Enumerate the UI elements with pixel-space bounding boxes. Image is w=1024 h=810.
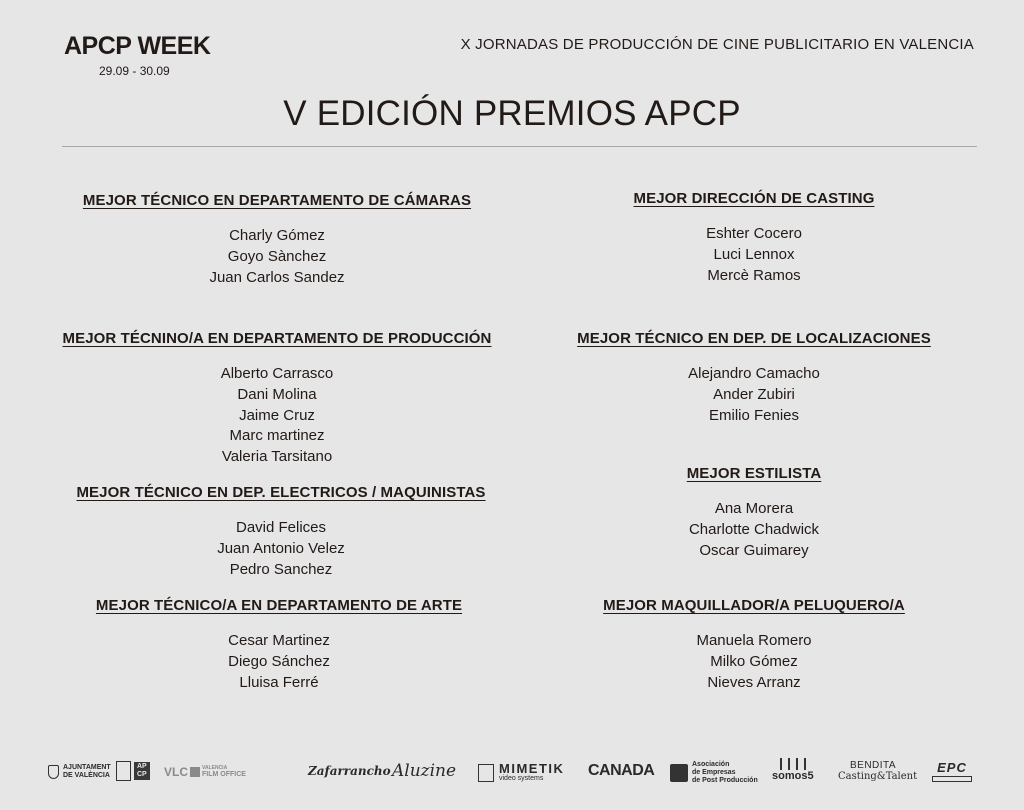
nominee: Juan Carlos Sandez bbox=[209, 268, 345, 286]
nominee-list bbox=[36, 364, 518, 468]
category-estilista bbox=[654, 465, 854, 561]
category-title: MEJOR TÉCNICO EN DEPARTAMENTO DE CÁMARAS bbox=[82, 192, 472, 209]
nominee: Pedro Sanchez bbox=[229, 560, 333, 578]
category-arte bbox=[66, 597, 492, 693]
nominee: Alberto Carrasco bbox=[220, 365, 334, 382]
nominee-list bbox=[50, 226, 504, 288]
nominee: Cesar Martinez bbox=[228, 632, 330, 649]
aluzine-text: Aluzine bbox=[392, 761, 457, 781]
category-camaras bbox=[50, 192, 504, 288]
nominee-list bbox=[574, 631, 934, 693]
category-title: MEJOR ESTILISTA bbox=[686, 465, 822, 482]
category-title: MEJOR TÉCNINO/A EN DEPARTAMENTO DE PRODUCCIÓN bbox=[62, 330, 492, 347]
nominee: Valeria Tarsitano bbox=[221, 448, 333, 466]
sponsor-logo-strip bbox=[0, 752, 1024, 796]
title-divider bbox=[62, 146, 977, 147]
event-dates: 29.09 - 30.09 bbox=[99, 64, 170, 78]
nominee: Dani Molina bbox=[237, 385, 317, 403]
category-localizaciones bbox=[554, 330, 954, 426]
bendita-logo bbox=[838, 760, 917, 782]
nominee: Marc martinez bbox=[229, 427, 325, 445]
page-title: V EDICIÓN PREMIOS APCP bbox=[283, 94, 741, 133]
zafarrancho-logo bbox=[308, 764, 391, 778]
nominee: Charlotte Chadwick bbox=[688, 520, 820, 538]
asociacion-mark-icon bbox=[670, 764, 688, 782]
mimetik-sub: video systems bbox=[499, 775, 544, 782]
nominee-list bbox=[554, 364, 954, 426]
category-title: MEJOR MAQUILLADOR/A PELUQUERO/A bbox=[603, 597, 905, 614]
category-title: MEJOR TÉCNICO/A EN DEPARTAMENTO DE ARTE bbox=[95, 597, 463, 614]
nominee: Eshter Cocero bbox=[706, 225, 802, 242]
aluzine-logo bbox=[392, 761, 456, 781]
epc-logo bbox=[932, 761, 972, 782]
brand-title: APCP WEEK bbox=[64, 32, 211, 60]
category-produccion bbox=[36, 330, 518, 468]
vlc-square-icon bbox=[190, 767, 200, 777]
category-casting bbox=[604, 190, 904, 286]
somos5-text: somos5 bbox=[772, 770, 814, 782]
ajuntament-line-1: AJUNTAMENT bbox=[63, 764, 111, 771]
nominee-list bbox=[604, 224, 904, 286]
canada-text: CANADA bbox=[588, 762, 655, 779]
somos5-bars-icon bbox=[780, 758, 806, 770]
asociacion-logo bbox=[670, 761, 758, 785]
apcp-logo bbox=[116, 761, 150, 781]
vlc-text: VLC bbox=[164, 765, 188, 779]
canada-logo bbox=[588, 762, 654, 780]
nominee: Emilio Fenies bbox=[708, 406, 800, 424]
nominee: Nieves Arranz bbox=[707, 673, 801, 691]
nominee: Diego Sánchez bbox=[228, 652, 330, 670]
vlc-sub-line-2: FILM OFFICE bbox=[202, 771, 246, 778]
nominee: Oscar Guimarey bbox=[699, 541, 809, 559]
epc-underline-icon bbox=[932, 776, 972, 782]
nominee: Ander Zubiri bbox=[713, 385, 795, 403]
brand-block bbox=[64, 32, 210, 78]
nominee-list bbox=[66, 631, 492, 693]
nominee: Juan Antonio Velez bbox=[217, 539, 345, 557]
nominee: Alejandro Camacho bbox=[688, 365, 820, 382]
category-maquillaje bbox=[574, 597, 934, 693]
mimetik-mark-icon bbox=[478, 764, 494, 782]
city-crest-icon bbox=[48, 765, 59, 779]
category-title: MEJOR TÉCNICO EN DEP. DE LOCALIZACIONES bbox=[577, 330, 931, 347]
nominee: Goyo Sànchez bbox=[227, 247, 327, 265]
bendita-text: BENDITA bbox=[850, 760, 897, 771]
asociacion-line-1: Asociación bbox=[692, 761, 730, 768]
nominee: Luci Lennox bbox=[713, 245, 795, 263]
nominee: David Felices bbox=[235, 519, 327, 536]
ajuntament-logo bbox=[48, 764, 111, 780]
asociacion-line-3: de Post Producción bbox=[692, 777, 758, 784]
nominee: Ana Morera bbox=[714, 500, 794, 517]
nominee: Milko Gómez bbox=[710, 652, 798, 670]
nominee: Lluisa Ferré bbox=[239, 673, 319, 691]
ajuntament-line-2: DE VALÈNCIA bbox=[63, 772, 110, 779]
epc-text: EPC bbox=[937, 760, 967, 775]
nominee: Mercè Ramos bbox=[707, 266, 801, 284]
nominee-list bbox=[654, 499, 854, 561]
nominee: Jaime Cruz bbox=[239, 406, 315, 424]
somos5-logo bbox=[772, 758, 814, 782]
zafarrancho-text: Zafarrancho bbox=[308, 764, 391, 778]
vlc-film-office-logo bbox=[164, 765, 246, 779]
category-title: MEJOR DIRECCIÓN DE CASTING bbox=[633, 190, 875, 207]
mimetik-logo bbox=[478, 762, 564, 783]
category-title: MEJOR TÉCNICO EN DEP. ELECTRICOS / MAQUINISTAS bbox=[76, 484, 486, 501]
vlc-sub-line-1: VALENCIA bbox=[202, 765, 228, 771]
event-subtitle: X JORNADAS DE PRODUCCIÓN DE CINE PUBLICITARIO EN VALENCIA bbox=[460, 36, 974, 53]
apcp-outline-icon bbox=[116, 761, 131, 781]
category-electricos bbox=[46, 484, 516, 580]
asociacion-line-2: de Empresas bbox=[692, 769, 736, 776]
apcp-box-bottom: CP bbox=[137, 771, 147, 778]
apcp-box-top: AP bbox=[137, 763, 147, 770]
bendita-sub: Casting&Talent bbox=[838, 771, 918, 782]
mimetik-text: MIMETIK bbox=[499, 761, 565, 776]
nominee: Manuela Romero bbox=[696, 632, 812, 649]
nominee-list bbox=[46, 518, 516, 580]
nominee: Charly Gómez bbox=[229, 227, 325, 244]
